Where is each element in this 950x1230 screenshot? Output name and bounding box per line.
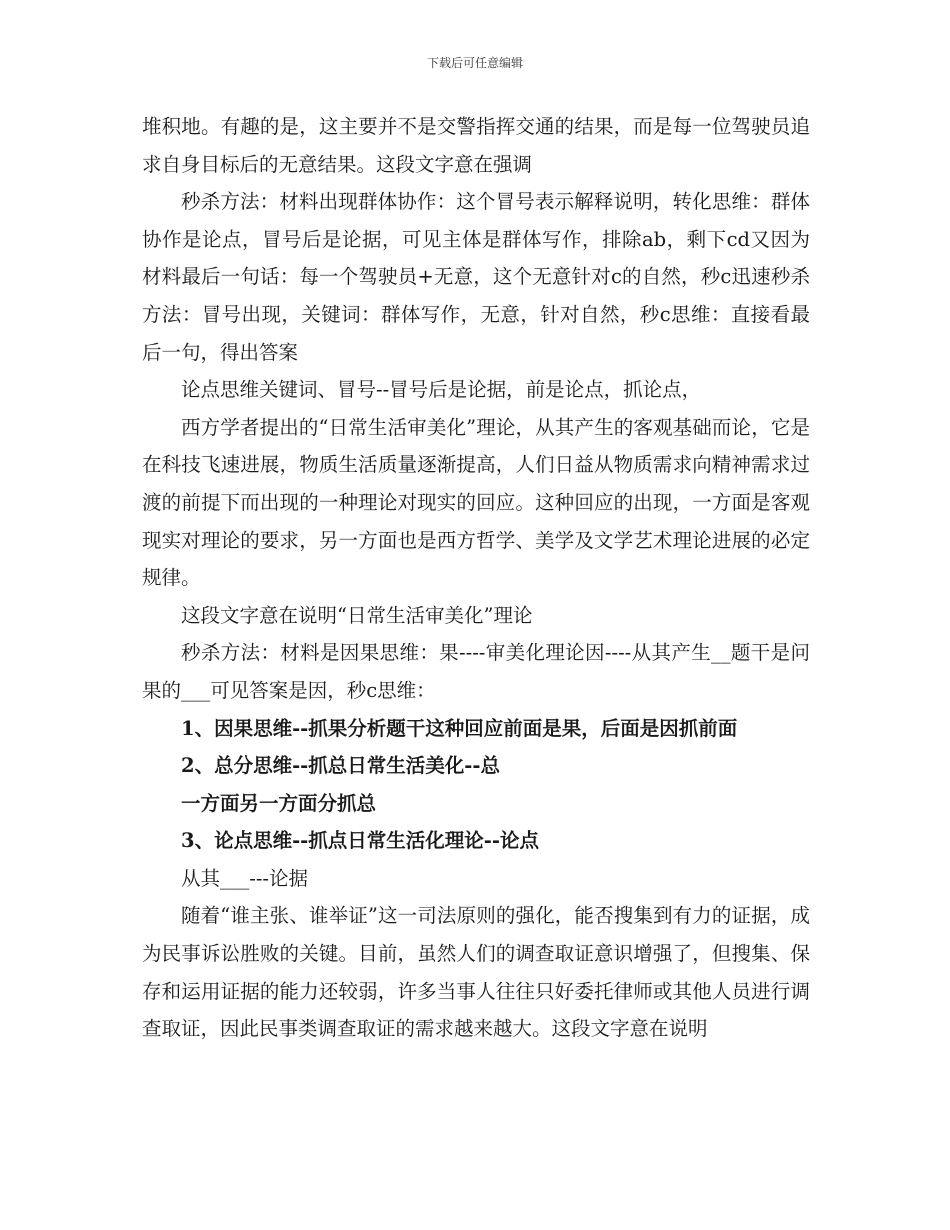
- paragraph: 这段文字意在说明“日常生活审美化”理论: [181, 603, 533, 627]
- paragraph: 秒杀方法：材料出现群体协作：这个冒号表示解释说明，转化思维：群体协作是论点，冒号后是论据，可见主体是群体写作，排除ab，剩下cd又因为材料最后一句话：每一个驾驶员+无意，这个无意针对c的自然，秒c迅速秒杀方法：冒号出现，关键词：群体写作，无意，针对自然，秒c思维：直接看最后一句，得出答案: [142, 190, 810, 364]
- bold-point-2: 2、总分思维--抓总日常生活美化--总: [181, 754, 500, 778]
- paragraph: 论点思维关键词、冒号--冒号后是论据，前是论点，抓论点，: [181, 378, 702, 402]
- paragraph: 西方学者提出的“日常生活审美化”理论，从其产生的客观基础而论，它是在科技飞速进展，物质生活质量逐渐提高，人们日益从物质需求向精神需求过渡的前提下而出现的一种理论对现实的回应。这种回应的出现，一方面是客观现实对理论的要求，另一方面也是西方哲学、美学及文学艺术理论进展的必定规律。: [142, 415, 810, 590]
- document-body: [142, 108, 810, 1048]
- paragraph: 随着“谁主张、谁举证”这一司法原则的强化，能否搜集到有力的证据，成为民事诉讼胜败的关键。目前，虽然人们的调查取证意识增强了，但搜集、保存和运用证据的能力还较弱，许多当事人往往只好委托律师或其他人员进行调查取证，因此民事类调查取证的需求越来越大。这段文字意在说明: [142, 904, 810, 1041]
- page-header: 下载后可任意编辑: [426, 56, 523, 70]
- paragraph: 秒杀方法：材料是因果思维：果----审美化理论因----从其产生__题干是问果的___可见答案是因，秒c思维：: [142, 641, 810, 702]
- bold-point-3: 3、论点思维--抓点日常生活化理论--论点: [181, 829, 539, 853]
- paragraph: 从其___---论据: [181, 866, 309, 890]
- bold-point-2-sub: 一方面另一方面分抓总: [181, 791, 377, 815]
- bold-point-1: 1、因果思维--抓果分析题干这种回应前面是果，后面是因抓前面: [181, 716, 738, 740]
- paragraph: 堆积地。有趣的是，这主要并不是交警指挥交通的结果，而是每一位驾驶员追求自身目标后的无意结果。这段文字意在强调: [142, 115, 810, 176]
